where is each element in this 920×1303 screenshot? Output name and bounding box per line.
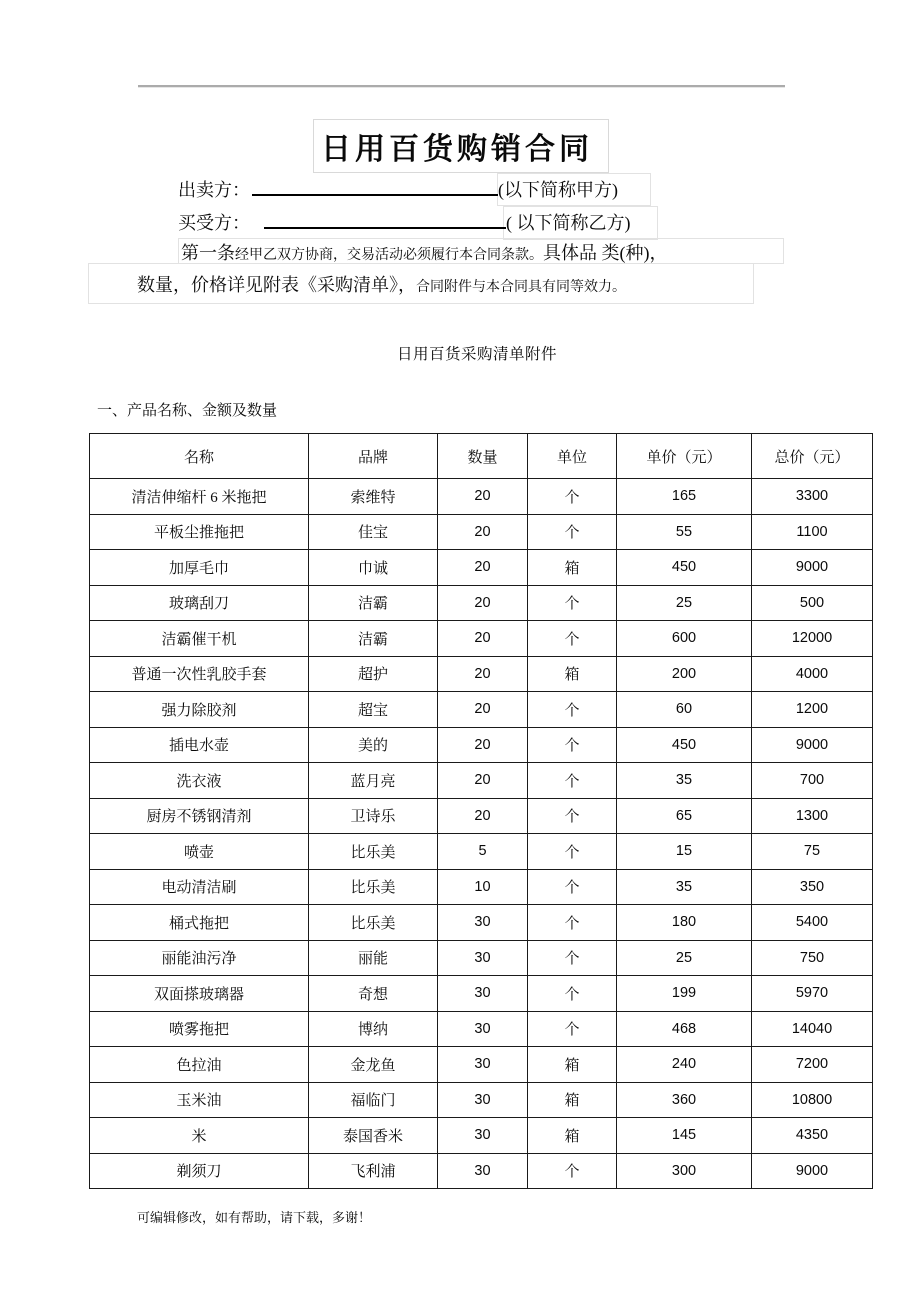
table-cell: 14040 — [752, 1011, 873, 1047]
clause-lead: 第一条 — [181, 243, 235, 263]
clause-emphasis-1: 具体品 类(种)， — [543, 243, 668, 263]
table-cell: 超护 — [309, 656, 438, 692]
clause-line-1 — [181, 240, 668, 269]
buyer-label: 买受方： — [178, 213, 250, 233]
table-cell: 30 — [438, 1153, 528, 1189]
table-cell: 卫诗乐 — [309, 798, 438, 834]
table-cell: 洁霸催干机 — [90, 621, 309, 657]
table-cell: 20 — [438, 514, 528, 550]
table-cell: 468 — [617, 1011, 752, 1047]
table-cell: 20 — [438, 621, 528, 657]
seller-label: 出卖方： — [178, 180, 250, 200]
table-row — [90, 585, 873, 621]
table-cell: 比乐美 — [309, 869, 438, 905]
table-cell: 20 — [438, 656, 528, 692]
table-cell: 箱 — [528, 1047, 617, 1083]
table-cell: 普通一次性乳胶手套 — [90, 656, 309, 692]
section-title: 一、产品名称、金额及数量 — [97, 403, 278, 419]
table-cell: 60 — [617, 692, 752, 728]
table-cell: 个 — [528, 763, 617, 799]
table-cell: 个 — [528, 585, 617, 621]
table-cell: 20 — [438, 727, 528, 763]
table-cell: 个 — [528, 479, 617, 515]
table-cell: 165 — [617, 479, 752, 515]
table-cell: 180 — [617, 905, 752, 941]
table-cell: 强力除胶剂 — [90, 692, 309, 728]
table-cell: 20 — [438, 798, 528, 834]
table-cell: 插电水壶 — [90, 727, 309, 763]
table-cell: 20 — [438, 763, 528, 799]
table-cell: 12000 — [752, 621, 873, 657]
contract-title-box — [313, 119, 609, 173]
table-row — [90, 940, 873, 976]
table-row — [90, 727, 873, 763]
table-cell: 1300 — [752, 798, 873, 834]
table-cell: 超宝 — [309, 692, 438, 728]
table-row — [90, 621, 873, 657]
table-cell: 个 — [528, 834, 617, 870]
contract-title: 日用百货购销合同 — [321, 133, 593, 166]
table-cell: 30 — [438, 976, 528, 1012]
buyer-line — [178, 207, 631, 234]
table-cell: 4350 — [752, 1118, 873, 1154]
table-cell: 65 — [617, 798, 752, 834]
table-row — [90, 763, 873, 799]
table-cell: 7200 — [752, 1047, 873, 1083]
table-row — [90, 514, 873, 550]
buyer-blank-field[interactable] — [264, 207, 506, 229]
seller-suffix: (以下简称甲方) — [498, 180, 618, 200]
attachment-heading: 日用百货采购清单附件 — [396, 346, 557, 363]
table-cell: 5 — [438, 834, 528, 870]
table-cell: 750 — [752, 940, 873, 976]
table-cell: 5400 — [752, 905, 873, 941]
table-row — [90, 834, 873, 870]
table-cell: 145 — [617, 1118, 752, 1154]
table-cell: 20 — [438, 479, 528, 515]
header-cell-brand: 品牌 — [309, 434, 438, 479]
header-cell-quantity: 数量 — [438, 434, 528, 479]
clause-body-1: 经甲乙双方协商，交易活动必须履行本合同条款。 — [235, 248, 543, 263]
table-cell: 玉米油 — [90, 1082, 309, 1118]
clause-body-2: 合同附件与本合同具有同等效力。 — [416, 280, 626, 295]
table-cell: 600 — [617, 621, 752, 657]
table-cell: 飞利浦 — [309, 1153, 438, 1189]
table-cell: 箱 — [528, 656, 617, 692]
table-cell: 个 — [528, 621, 617, 657]
table-cell: 75 — [752, 834, 873, 870]
table-row — [90, 1082, 873, 1118]
footer-note: 可编辑修改，如有帮助，请下载，多谢！ — [137, 1210, 372, 1225]
table-cell: 个 — [528, 940, 617, 976]
table-cell: 450 — [617, 727, 752, 763]
table-row — [90, 905, 873, 941]
table-cell: 佳宝 — [309, 514, 438, 550]
buyer-suffix: ( 以下简称乙方) — [506, 213, 631, 233]
table-cell: 个 — [528, 976, 617, 1012]
seller-blank-field[interactable] — [252, 174, 498, 196]
table-cell: 桶式拖把 — [90, 905, 309, 941]
table-row — [90, 656, 873, 692]
table-row — [90, 1118, 873, 1154]
table-cell: 30 — [438, 1118, 528, 1154]
table-cell: 9000 — [752, 1153, 873, 1189]
header-cell-unit: 单位 — [528, 434, 617, 479]
seller-line — [178, 174, 618, 201]
table-header-row — [90, 434, 873, 479]
table-cell: 比乐美 — [309, 905, 438, 941]
table-cell: 索维特 — [309, 479, 438, 515]
table-cell: 55 — [617, 514, 752, 550]
table-cell: 双面搽玻璃器 — [90, 976, 309, 1012]
table-cell: 1200 — [752, 692, 873, 728]
table-cell: 20 — [438, 692, 528, 728]
table-cell: 洗衣液 — [90, 763, 309, 799]
table-cell: 金龙鱼 — [309, 1047, 438, 1083]
header-cell-unit-price: 单价（元） — [617, 434, 752, 479]
table-cell: 美的 — [309, 727, 438, 763]
table-cell: 450 — [617, 550, 752, 586]
table-cell: 泰国香米 — [309, 1118, 438, 1154]
table-cell: 比乐美 — [309, 834, 438, 870]
table-cell: 个 — [528, 1153, 617, 1189]
table-cell: 清洁伸缩杆 6 米拖把 — [90, 479, 309, 515]
table-cell: 剃须刀 — [90, 1153, 309, 1189]
table-cell: 博纳 — [309, 1011, 438, 1047]
table-cell: 199 — [617, 976, 752, 1012]
table-cell: 350 — [752, 869, 873, 905]
table-row — [90, 798, 873, 834]
table-cell: 箱 — [528, 550, 617, 586]
table-cell: 个 — [528, 1011, 617, 1047]
table-cell: 福临门 — [309, 1082, 438, 1118]
table-cell: 个 — [528, 869, 617, 905]
table-cell: 200 — [617, 656, 752, 692]
table-cell: 玻璃刮刀 — [90, 585, 309, 621]
table-cell: 喷壶 — [90, 834, 309, 870]
table-row — [90, 869, 873, 905]
table-cell: 30 — [438, 1047, 528, 1083]
table-cell: 个 — [528, 692, 617, 728]
table-cell: 30 — [438, 1011, 528, 1047]
table-cell: 平板尘推拖把 — [90, 514, 309, 550]
table-cell: 360 — [617, 1082, 752, 1118]
table-cell: 10 — [438, 869, 528, 905]
table-cell: 10800 — [752, 1082, 873, 1118]
table-cell: 35 — [617, 763, 752, 799]
table-cell: 厨房不锈钢清剂 — [90, 798, 309, 834]
table-cell: 500 — [752, 585, 873, 621]
table-row — [90, 1011, 873, 1047]
table-cell: 洁霸 — [309, 585, 438, 621]
clause-emphasis-2: 数量，价格详见附表《采购清单》， — [137, 275, 416, 295]
clause-line-2 — [137, 272, 626, 301]
table-cell: 700 — [752, 763, 873, 799]
table-cell: 米 — [90, 1118, 309, 1154]
purchase-table — [89, 433, 873, 1189]
table-cell: 蓝月亮 — [309, 763, 438, 799]
table-cell: 30 — [438, 905, 528, 941]
table-cell: 巾诚 — [309, 550, 438, 586]
table-cell: 加厚毛巾 — [90, 550, 309, 586]
table-cell: 丽能油污净 — [90, 940, 309, 976]
table-cell: 奇想 — [309, 976, 438, 1012]
table-cell: 25 — [617, 585, 752, 621]
table-cell: 15 — [617, 834, 752, 870]
header-cell-name: 名称 — [90, 434, 309, 479]
table-cell: 4000 — [752, 656, 873, 692]
table-cell: 9000 — [752, 727, 873, 763]
table-cell: 电动清洁刷 — [90, 869, 309, 905]
purchase-table-body — [90, 479, 873, 1189]
table-cell: 丽能 — [309, 940, 438, 976]
horizontal-rule — [138, 85, 785, 88]
table-cell: 1100 — [752, 514, 873, 550]
table-row — [90, 1047, 873, 1083]
table-cell: 箱 — [528, 1082, 617, 1118]
header-cell-total-price: 总价（元） — [752, 434, 873, 479]
table-cell: 35 — [617, 869, 752, 905]
table-cell: 9000 — [752, 550, 873, 586]
table-cell: 20 — [438, 550, 528, 586]
table-cell: 240 — [617, 1047, 752, 1083]
table-cell: 3300 — [752, 479, 873, 515]
table-cell: 箱 — [528, 1118, 617, 1154]
table-cell: 300 — [617, 1153, 752, 1189]
table-cell: 洁霸 — [309, 621, 438, 657]
table-cell: 个 — [528, 514, 617, 550]
table-row — [90, 479, 873, 515]
table-cell: 色拉油 — [90, 1047, 309, 1083]
table-row — [90, 976, 873, 1012]
table-cell: 30 — [438, 940, 528, 976]
table-row — [90, 692, 873, 728]
table-cell: 个 — [528, 798, 617, 834]
table-row — [90, 1153, 873, 1189]
table-row — [90, 550, 873, 586]
table-cell: 喷雾拖把 — [90, 1011, 309, 1047]
table-cell: 20 — [438, 585, 528, 621]
table-cell: 5970 — [752, 976, 873, 1012]
table-cell: 30 — [438, 1082, 528, 1118]
table-cell: 个 — [528, 905, 617, 941]
table-cell: 个 — [528, 727, 617, 763]
table-cell: 25 — [617, 940, 752, 976]
